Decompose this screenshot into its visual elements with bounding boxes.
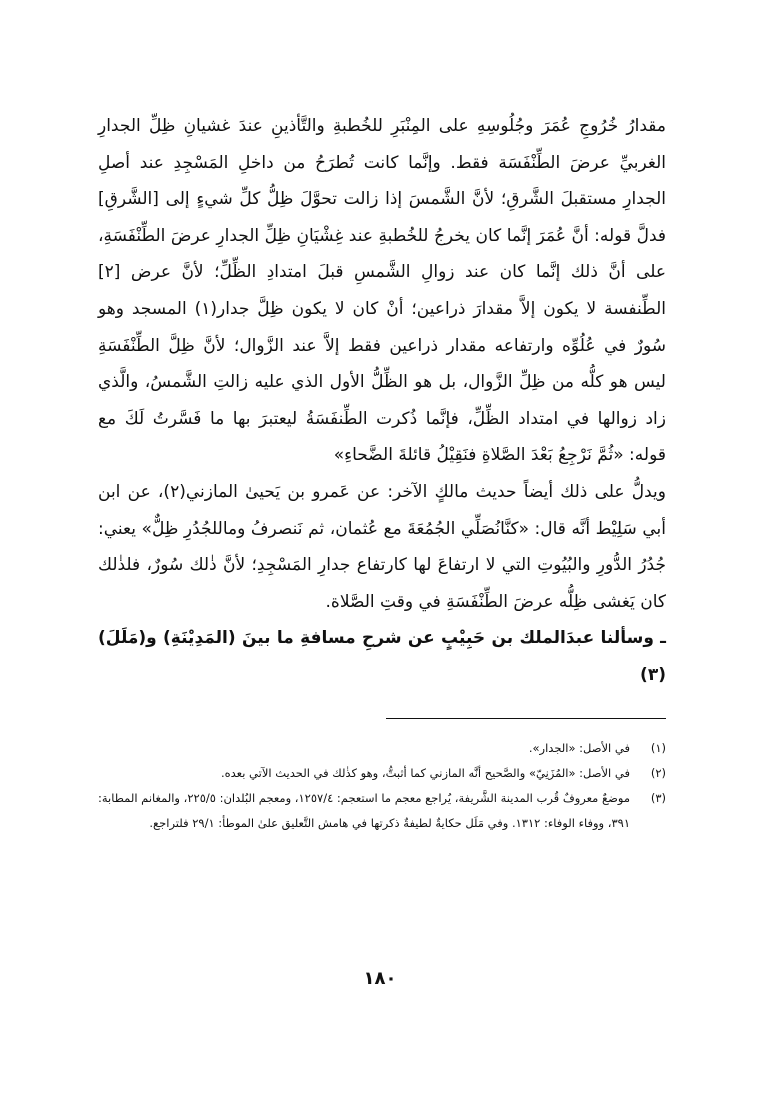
footnote-text: موضعٌ معروفٌ قُرب المدينة الشَّريفة، يُراجع معجم ما استعجم: ١٢٥٧/٤، ومعجم البُلدان: ٢٢٥/٥، والمغانم المطابة: ٣٩١، ووفاء الوفاء: ١٣١٢. وفي مَلَل حكايةٌ لطيفةٌ ذكرتها في هامش التَّعليق علىٰ الموطأ: ٢٩/١ فلتراجع. [98, 791, 630, 830]
footnote-2 [98, 761, 666, 786]
question-heading: ـ وسألنا عبدَالملك بن حَبِيْبٍ عن شرحِ مسافةِ ما بينَ (المَدِيْنَةِ) و(مَلَلَ)(٣) [98, 628, 666, 685]
paragraph-1: مقدارُ خُرُوجِ عُمَرَ وجُلُوسِهِ على المِنْبَرِ للخُطبةِ والتَّأذينِ عندَ غشيانِ ظِلِّ الجدارِ الغربيِّ عرضَ الطِّنْفَسَة فقط. وإنَّما كانت تُطرَحُ من داخلِ المَسْجِدِ عند أصلِ الجدارِ مستقبلَ الشَّرقِ؛ لأنَّ الشَّمسَ إذا زالت تحوَّلَ ظِلُّ كلِّ شيءٍ إلى [الشَّرقِ] فدلَّ قوله: أنَّ عُمَرَ إنَّما كان يخرجُ للخُطبةِ عند غِشْيَانِ ظِلِّ الجدارِ عرضَ الطِّنْفَسَةِ، على أنَّ ذلك إنَّما كان عند زوالِ الشَّمسِ قبلَ امتدادِ الظِّلِّ؛ لأنَّ عرض [٢] الطِّنفسة لا يكون إلاَّ مقدارَ ذراعين؛ أنْ كان لا يكون ظِلَّ جدار(١) المسجد وهو سُورٌ في عُلُوِّه وارتفاعه مقدار ذراعين فقط إلاَّ عند الزَّوال؛ لأنَّ ظِلَّ الطِّنْفَسَةِ ليس هو كلُّه من ظِلِّ الزَّوال، بل هو الظِّلُّ الأول الذي عليه زالتِ الشَّمسُ، والَّذي زاد زوالها في امتداد الظِّلِّ، فإنَّما ذُكرت الطِّنفَسَةُ ليعتبرَ بها ما فَسَّرتُ لَكَ مع قوله: «ثُمَّ نَرْجِعُ بَعْدَ الصَّلاةِ فنَقِيْلُ قائلةَ الضَّحاءِ» [98, 116, 666, 466]
footnote-number: (٢) [650, 766, 666, 780]
footnote-3 [98, 786, 666, 836]
footnote-text: في الأصل: «الجدار». [528, 741, 630, 755]
footnote-number: (٣) [650, 791, 666, 805]
footnote-divider [386, 718, 666, 719]
footnote-text: في الأصل: «المُزَنِيّ» والصَّحيح أنَّه المازني كما أثبتُّ، وهو كذٰلك في الحديث الآتي بعده. [220, 766, 630, 780]
footnotes [98, 736, 666, 836]
main-text [98, 108, 666, 694]
paragraph-2: ويدلُّ على ذلك أيضاً حديث مالكٍ الآخر: عن عَمرو بن يَحيىٰ المازني(٢)، عن ابن أبي سَلِيْط أنَّه قال: «كنَّانُصَلِّي الجُمُعَةَ مع عُثمان، ثم نَنصرفُ وماللجُدُرِ ظِلٌّ» يعني: جُدُرُ الدُّورِ والبُيُوتِ التي لا ارتفاعَ لها كارتفاع جدارِ المَسْجِدِ؛ لأنَّ ذٰلك سُورٌ، فلذٰلك كان يَغشى ظِلُّه عرضَ الطِّنْفَسَةِ في وقتِ الصَّلاة. [98, 481, 666, 612]
footnote-number: (١) [650, 741, 666, 755]
page-number: ١٨٠ [363, 968, 397, 989]
footnote-1 [98, 736, 666, 761]
